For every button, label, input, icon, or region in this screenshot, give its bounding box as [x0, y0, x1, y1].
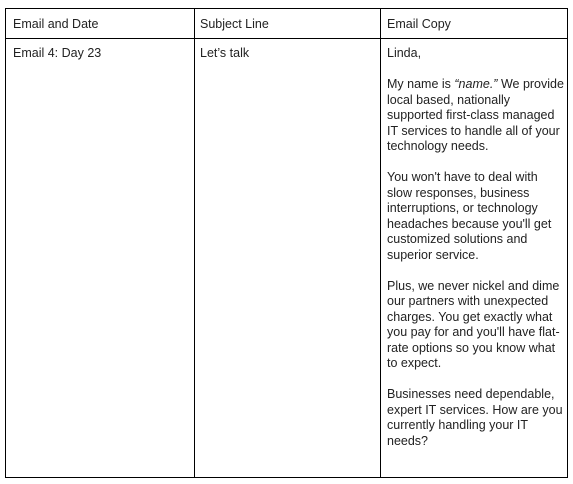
email-paragraph-3: Plus, we never nickel and dime our partners with unexpected charges. You get exactly what you pay for and you'll have flat-rate options so you know what to expect.: [387, 278, 560, 370]
copy-p1-before: My name is: [387, 77, 455, 91]
subject-line-cell: Let’s talk: [200, 46, 250, 60]
email-greeting: Linda,: [387, 46, 422, 60]
email-copy-cell: [387, 46, 565, 449]
header-subject-line: Subject Line: [200, 17, 269, 31]
header-email-and-date: Email and Date: [13, 17, 99, 31]
email-paragraph-4: Businesses need dependable, expert IT services. How are you currently handling your IT needs?: [387, 387, 563, 448]
email-sequence-table: [5, 8, 568, 478]
header-email-copy: Email Copy: [387, 17, 451, 31]
email-paragraph-1: [387, 77, 565, 155]
email-and-date-cell: Email 4: Day 23: [13, 46, 102, 60]
copy-p1-after: We provide local based, nationally supported first-class managed IT services to handle all of your technology needs.: [387, 77, 564, 153]
email-paragraph-2: You won't have to deal with slow responses, business interruptions, or technology headaches because you'll get customized solutions and superior service.: [387, 170, 552, 262]
column-divider: [380, 9, 381, 477]
column-divider: [194, 9, 195, 477]
copy-p1-name-placeholder: “name.”: [454, 77, 498, 91]
